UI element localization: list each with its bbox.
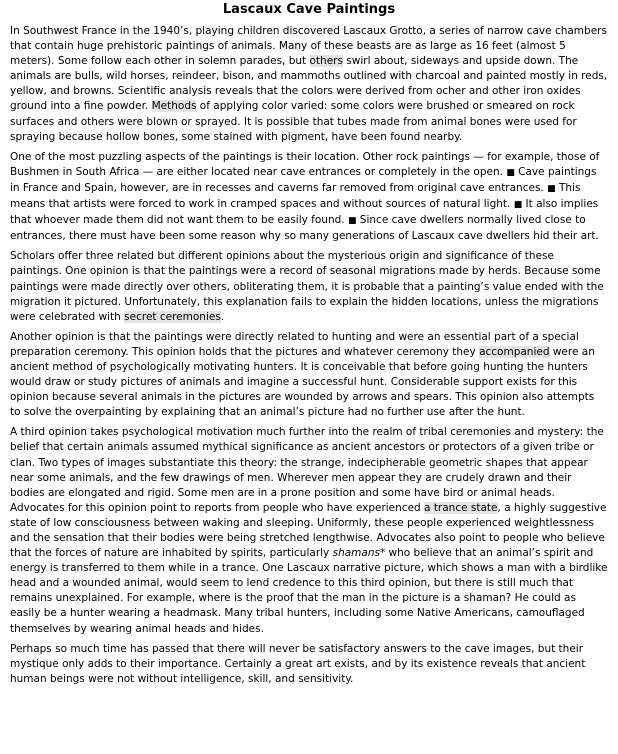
- text-run: Another opinion is that the paintings were directly related to hunting and were an essential part of a special preparation ceremony. This opinion holds that the pictures and whatever ceremony they: [10, 330, 579, 358]
- text-run: One of the most puzzling aspects of the paintings is their location. Other rock paintings — for example, those of Bushmen in South Africa — are either located near cave entrances or completely in the open.: [10, 150, 600, 178]
- insert-square-marker-2[interactable]: ■: [547, 183, 556, 194]
- insert-square-marker-3[interactable]: ■: [513, 200, 523, 211]
- text-run: Scholars offer three related but different opinions about the mysterious origin and significance of these paintings. One opinion is that the paintings were a record of seasonal migrations made by herds. Because some paintings were made directly over others, obliterating them, it is probable that a painting’s value ended with the migration it pictured. Unfortunately, this explanation fails to explain the hidden locations, unless the migrations were celebrated with: [10, 250, 604, 323]
- text-run: , a highly suggestive state of low consciousness between waking and sleeping. Uniformly, these people experienced weightlessness and the sensation that their bodies were being stretched lengthwise. Advocates also point to people who believe that the forces of nature are inhabited by spirits, particularly: [10, 501, 607, 560]
- paragraph-4: [10, 330, 608, 421]
- text-run: swirl about, sideways and upside down. The animals are bulls, wild horses, reindeer, bison, and mammoths outlined with charcoal and painted mostly in reds, yellow, and browns. Scientific analysis reveals that the colors were derived from ocher and other iron oxides ground into a fine powder.: [10, 55, 608, 113]
- text-run: It also implies that whoever made them did not want them to be easily found.: [10, 198, 599, 227]
- paragraph-3: [10, 249, 608, 324]
- text-run: This means that artists were forced to work in cramped spaces and without sources of natural light.: [10, 181, 581, 211]
- highlighted-word-methods[interactable]: Methods: [151, 100, 197, 113]
- highlighted-word-accompanied[interactable]: accompanied: [479, 345, 550, 358]
- text-run: were an ancient method of psychologically motivating hunters. It is conceivable that before going hunting the hunters would draw or study pictures of animals and imagine a successful hunt. Considerable support exists for this opinion because several animals in the pictures are wounded by arrows and spears. This opinion also attempts to solve the overpainting by explaining that an animal’s picture had no further use after the hunt.: [10, 345, 595, 419]
- text-run: of applying color varied: some colors were brushed or smeared on rock surfaces and others were blown or sprayed. It is possible that tubes made from animal bones were used for spraying because hollow bones, some stained with pigment, have been found nearby.: [10, 100, 577, 143]
- insert-square-marker-1[interactable]: ■: [506, 167, 515, 178]
- text-run: Cave paintings in France and Spain, however, are in recesses and caverns far removed from original cave entrances.: [10, 165, 597, 194]
- highlighted-phrase-secret-ceremonies[interactable]: secret ceremonies: [124, 310, 221, 323]
- text-run: In Southwest France in the 1940’s, playing children discovered Lascaux Grotto, a series of narrow cave chambers that contain huge prehistoric paintings of animals. Many of these beasts are as large as 16 feet (almost 5 meters). Some follow each other in solemn parades, but: [10, 25, 607, 68]
- paragraph-5: [10, 425, 608, 636]
- paragraph-1: [10, 24, 608, 145]
- text-run: Since cave dwellers normally lived close to entrances, there must have been some reason why so many generations of Lascaux cave dwellers hid their art.: [10, 214, 599, 243]
- passage-title: Lascaux Cave Paintings: [222, 2, 396, 17]
- paragraph-6: [10, 642, 608, 687]
- paragraph-2: [10, 150, 608, 245]
- glossary-term-shamans[interactable]: shamans*: [332, 547, 386, 560]
- text-run: who believe that an animal’s spirit and energy is transferred to them while in a trance. One Lascaux narrative picture, which shows a man with a birdlike head and a wounded animal, would seem to lend credence to this third opinion, but there is still much that remains unexplained. For example, where is the proof that the man in the picture is a shaman? He could as easily be a hunter wearing a headmask. Many tribal hunters, including some Native Americans, camouflaged themselves by wearing animal heads and hides.: [10, 547, 608, 635]
- text-run: A third opinion takes psychological motivation much further into the realm of tribal ceremonies and mystery: the belief that certain animals assumed mythical significance as ancient ancestors or protectors of a given tribe or clan. Two types of images substantiate this theory: the strange, indecipherable geometric shapes that appear near some animals, and the few drawings of men. Wherever men appear they are crudely drawn and their bodies are elongated and rigid. Some men are in a prone position and some have bird or animal heads. Advocates for this opinion point to reports from people who have experienced: [10, 426, 604, 514]
- highlighted-word-others[interactable]: others: [309, 55, 343, 68]
- text-run: Perhaps so much time has passed that there will never be satisfactory answers to the cave images, but their mystique only adds to their importance. Certainly a great art exists, and by its existence reveals that ancient human beings were not without intelligence, skill, and sensitivity.: [10, 642, 586, 685]
- text-run: .: [220, 310, 225, 323]
- insert-square-marker-4[interactable]: ■: [347, 216, 357, 227]
- highlighted-phrase-trance-state[interactable]: a trance state: [424, 501, 498, 514]
